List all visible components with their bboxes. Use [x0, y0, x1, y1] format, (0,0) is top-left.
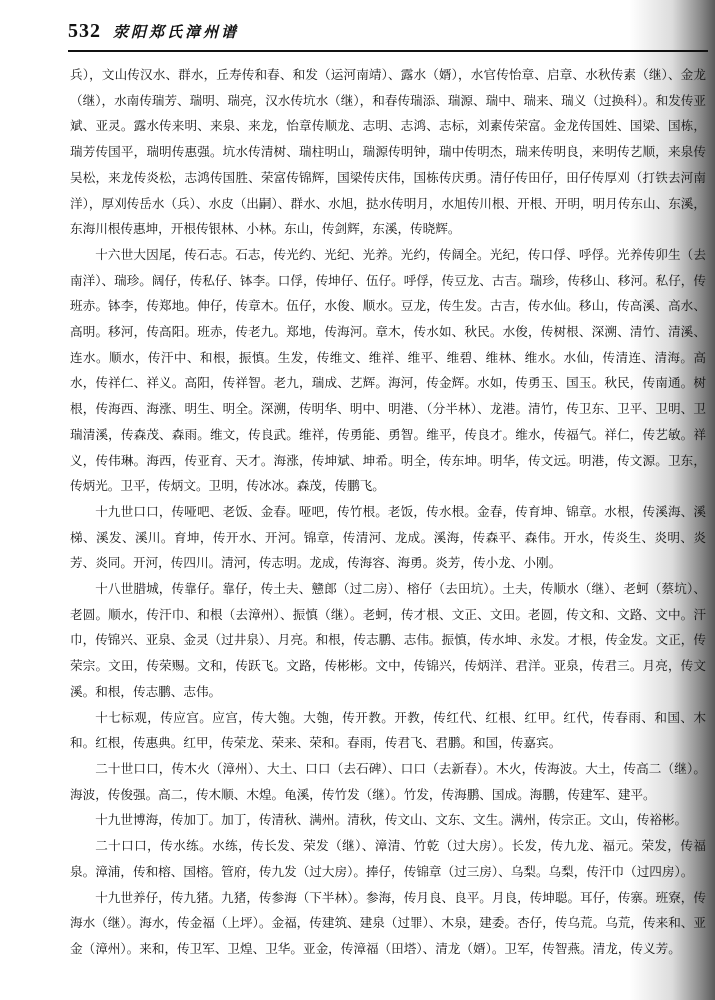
paragraph: 十九世养仔，传九猪。九猪，传参海（下半林）。参海，传月良、良平。月良，传坤聪。耳仔，传寨。班寮，传海水（继）。海水，传金福（上坪）。金福，传建筑、建泉（过罪）、木泉，建委。杏仔，传乌荒。乌荒，传来和、亚金（漳州）。来和，传卫军、卫煌、卫华。亚金，传漳福（田塔）、清龙（婿）。卫军，传智燕。清龙，传义芳。 [70, 889, 706, 956]
paragraph: 十九世博海，传加丁。加丁，传清秋、满州。清秋，传文山、文东、文生。满州，传宗正。文山，传裕彬。 [95, 812, 688, 828]
paragraph: 二十世口口，传木火（漳州）、大土、口口（去石碑）、口口（去新春）。木火，传海波。大土，传高二（继）。海波，传俊强。高二，传木顺、木煌。龟溪，传竹发（继）。竹发，传海鹏、国成。海鹏，传建军、建平。 [70, 760, 706, 802]
paragraph: 十七标观，传应宫。应宫，传大匏。大匏，传开教。开教，传红代、红根、红甲。红代，传春雨、和国、木和。红根，传惠典。红甲，传荣龙、荣来、荣和。春雨，传君飞、君鹏。和国，传嘉宾。 [70, 709, 706, 751]
paragraph: 兵），文山传汉水、群水，丘寿传和春、和发（运河南靖）、露水（婿），水官传怡章、启章、水秋传素（继）、金龙（继），水南传瑞芳、瑞明、瑞亮，汉水传坑水（继），和春传瑞添、瑞源、瑞中、瑞来、瑞义（过换科）。和发传亚斌、亚灵。露水传来明、来泉、来龙，怡章传顺龙、志明、志鸿、志标，刘素传荣富。金龙传国姓、国梁、国栋，瑞芳传国平，瑞明传惠强。坑水传清树、瑞柱明山，瑞源传明钟，瑞中传明杰，瑞来传明良，来明传艺顺，来泉传吴松，来龙传炎松，志鸿传国胜、荣富传锦辉，国梁传庆伟，国栋传庆勇。清仔传田仔，田仔传厚刈（打铁去河南洋），厚刈传岳水（兵）、水皮（出嗣）、群水、水旭，挞水传明月，水旭传川根、开根、开明，明月传东山、东溪，东海川根传惠坤，开根传银林、小林。东山，传剑辉，东溪，传晓辉。 [70, 67, 706, 237]
running-title: 荥阳郑氏漳州谱 [113, 23, 240, 41]
paragraph: 十八世腊城，传靠仔。靠仔，传土夫、戆郎（过二房）、榕仔（去田坑）。土夫，传顺水（继）、老蚵（蔡坑）、老圆。顺水，传汗巾、和根（去漳州）、振慎（继）。老蚵，传才根、文正、文田。老圆，传文和、文路、文中。汗巾，传锦兴、亚泉、金灵（过井泉）、月亮。和根，传志鹏、志伟。振慎，传水坤、永发。才根，传金发。文正，传荣宗。文田，传荣赐。文和，传跃飞。文路，传彬彬。文中，传锦兴，传炳洋、君洋。亚泉，传君三。月亮，传文溪。和根，传志鹏、志伟。 [70, 581, 706, 699]
header-rule [68, 50, 708, 52]
paragraph: 十九世口口，传哑吧、老饭、金春。哑吧，传竹根。老饭，传水根。金春，传育坤、锦章。水根，传溪海、溪梯、溪发、溪川。育坤，传开水、开河。锦章，传清河、龙成。溪海，传森平、森伟。开水，传炎生、炎明、炎芳、炎同。开河，传四川。清河，传志明。龙成，传海容、海勇。炎芳，传小龙、小刚。 [70, 503, 706, 571]
paragraph: 二十口口，传水练。水练，传长发、荣发（继）、漳清、竹乾（过大房）。长发，传九龙、福元。荣发，传福泉。漳浦，传和榕、国榕。管府，传九发（过大房）。捧仔，传锦章（过三房）、乌梨。乌梨，传汗巾（过四房）。 [70, 838, 706, 879]
page-number: 532 [68, 20, 101, 42]
paragraph: 十六世大因尾，传石志。石志，传光约、光纪、光养。光约，传阔全。光纪，传口俘、呼俘。光养传卯生（去南洋）、瑞珍。阔仔，传私仔、钵李。口俘，传坤仔、伍仔。呼俘，传豆龙、古吉。瑞珍，传移山、移河。私仔，传班赤。钵李，传郑地。伸仔，传章木。伍仔，水俊、顺水。豆龙，传生发。古吉，传水仙。移山，传高溪、高水、高明。移河，传高阳。班赤，传老九。郑地，传海河。章木，传水如、秋民。水俊，传树根、深溯、清竹、清溪、连水。顺水，传汗中、和根，振慎。生发，传维文、维祥、维平、维碧、维林、维水。水仙，传清连、清海。高水，传祥仁、祥义。高阳，传祥智。老九，瑞成、艺辉。海河，传金辉。水如，传勇玉、国玉。秋民，传南通。树根，传海西、海涨、明生、明全。深溯，传明华、明中、明港、（分半林）、龙港。清竹，传卫东、卫平、卫明、卫瑞清溪，传森茂、森雨。维文，传良武。维祥，传勇能、勇智。维平，传良才。维水，传福气。祥仁，传艺敏。祥义，传伟琳。海西，传亚育、天才。海涨，传坤斌、坤希。明全，传东坤。明华，传文远。明港，传文源。卫东，传炳光。卫平，传炳文。卫明，传冰冰。森茂，传鹏飞。 [70, 246, 706, 494]
page-header [68, 20, 668, 46]
genealogy-body [70, 62, 706, 962]
